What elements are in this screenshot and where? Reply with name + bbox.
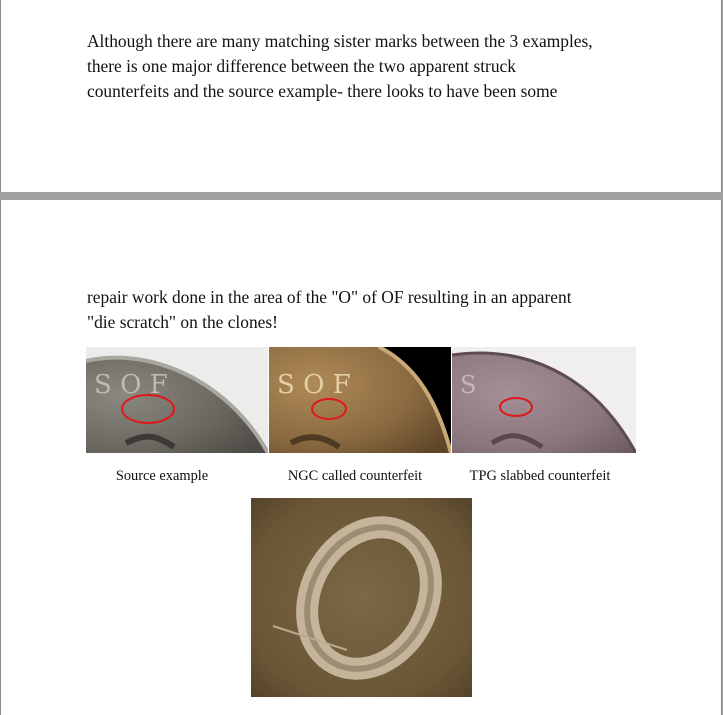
document-page-2 [0,200,722,715]
letter-o-closeup-photo [251,498,472,697]
text-line: "die scratch" on the clones! [87,312,278,332]
coin-letters: S O F [94,370,168,400]
text-line: counterfeits and the source example- there looks to have been some [87,81,558,101]
ngc-counterfeit-photo [269,347,451,453]
caption-source-example: Source example [115,468,209,484]
coin-letters: S O F [277,370,351,400]
closeup-letter: O [451,680,459,691]
paragraph-intro [87,29,687,104]
caption-tpg-counterfeit: TPG slabbed counterfeit [469,468,611,484]
paragraph-continued [87,285,687,335]
coin-letters: S [460,371,477,399]
text-line: there is one major difference between the two apparent struck [87,56,516,76]
source-example-photo [86,347,268,453]
tpg-counterfeit-photo [452,347,636,453]
caption-ngc-counterfeit: NGC called counterfeit [287,468,423,484]
text-line: Although there are many matching sister marks between the 3 examples, [87,31,593,51]
text-line: repair work done in the area of the "O" of OF resulting in an apparent [87,287,572,307]
document-page-1 [0,0,722,192]
